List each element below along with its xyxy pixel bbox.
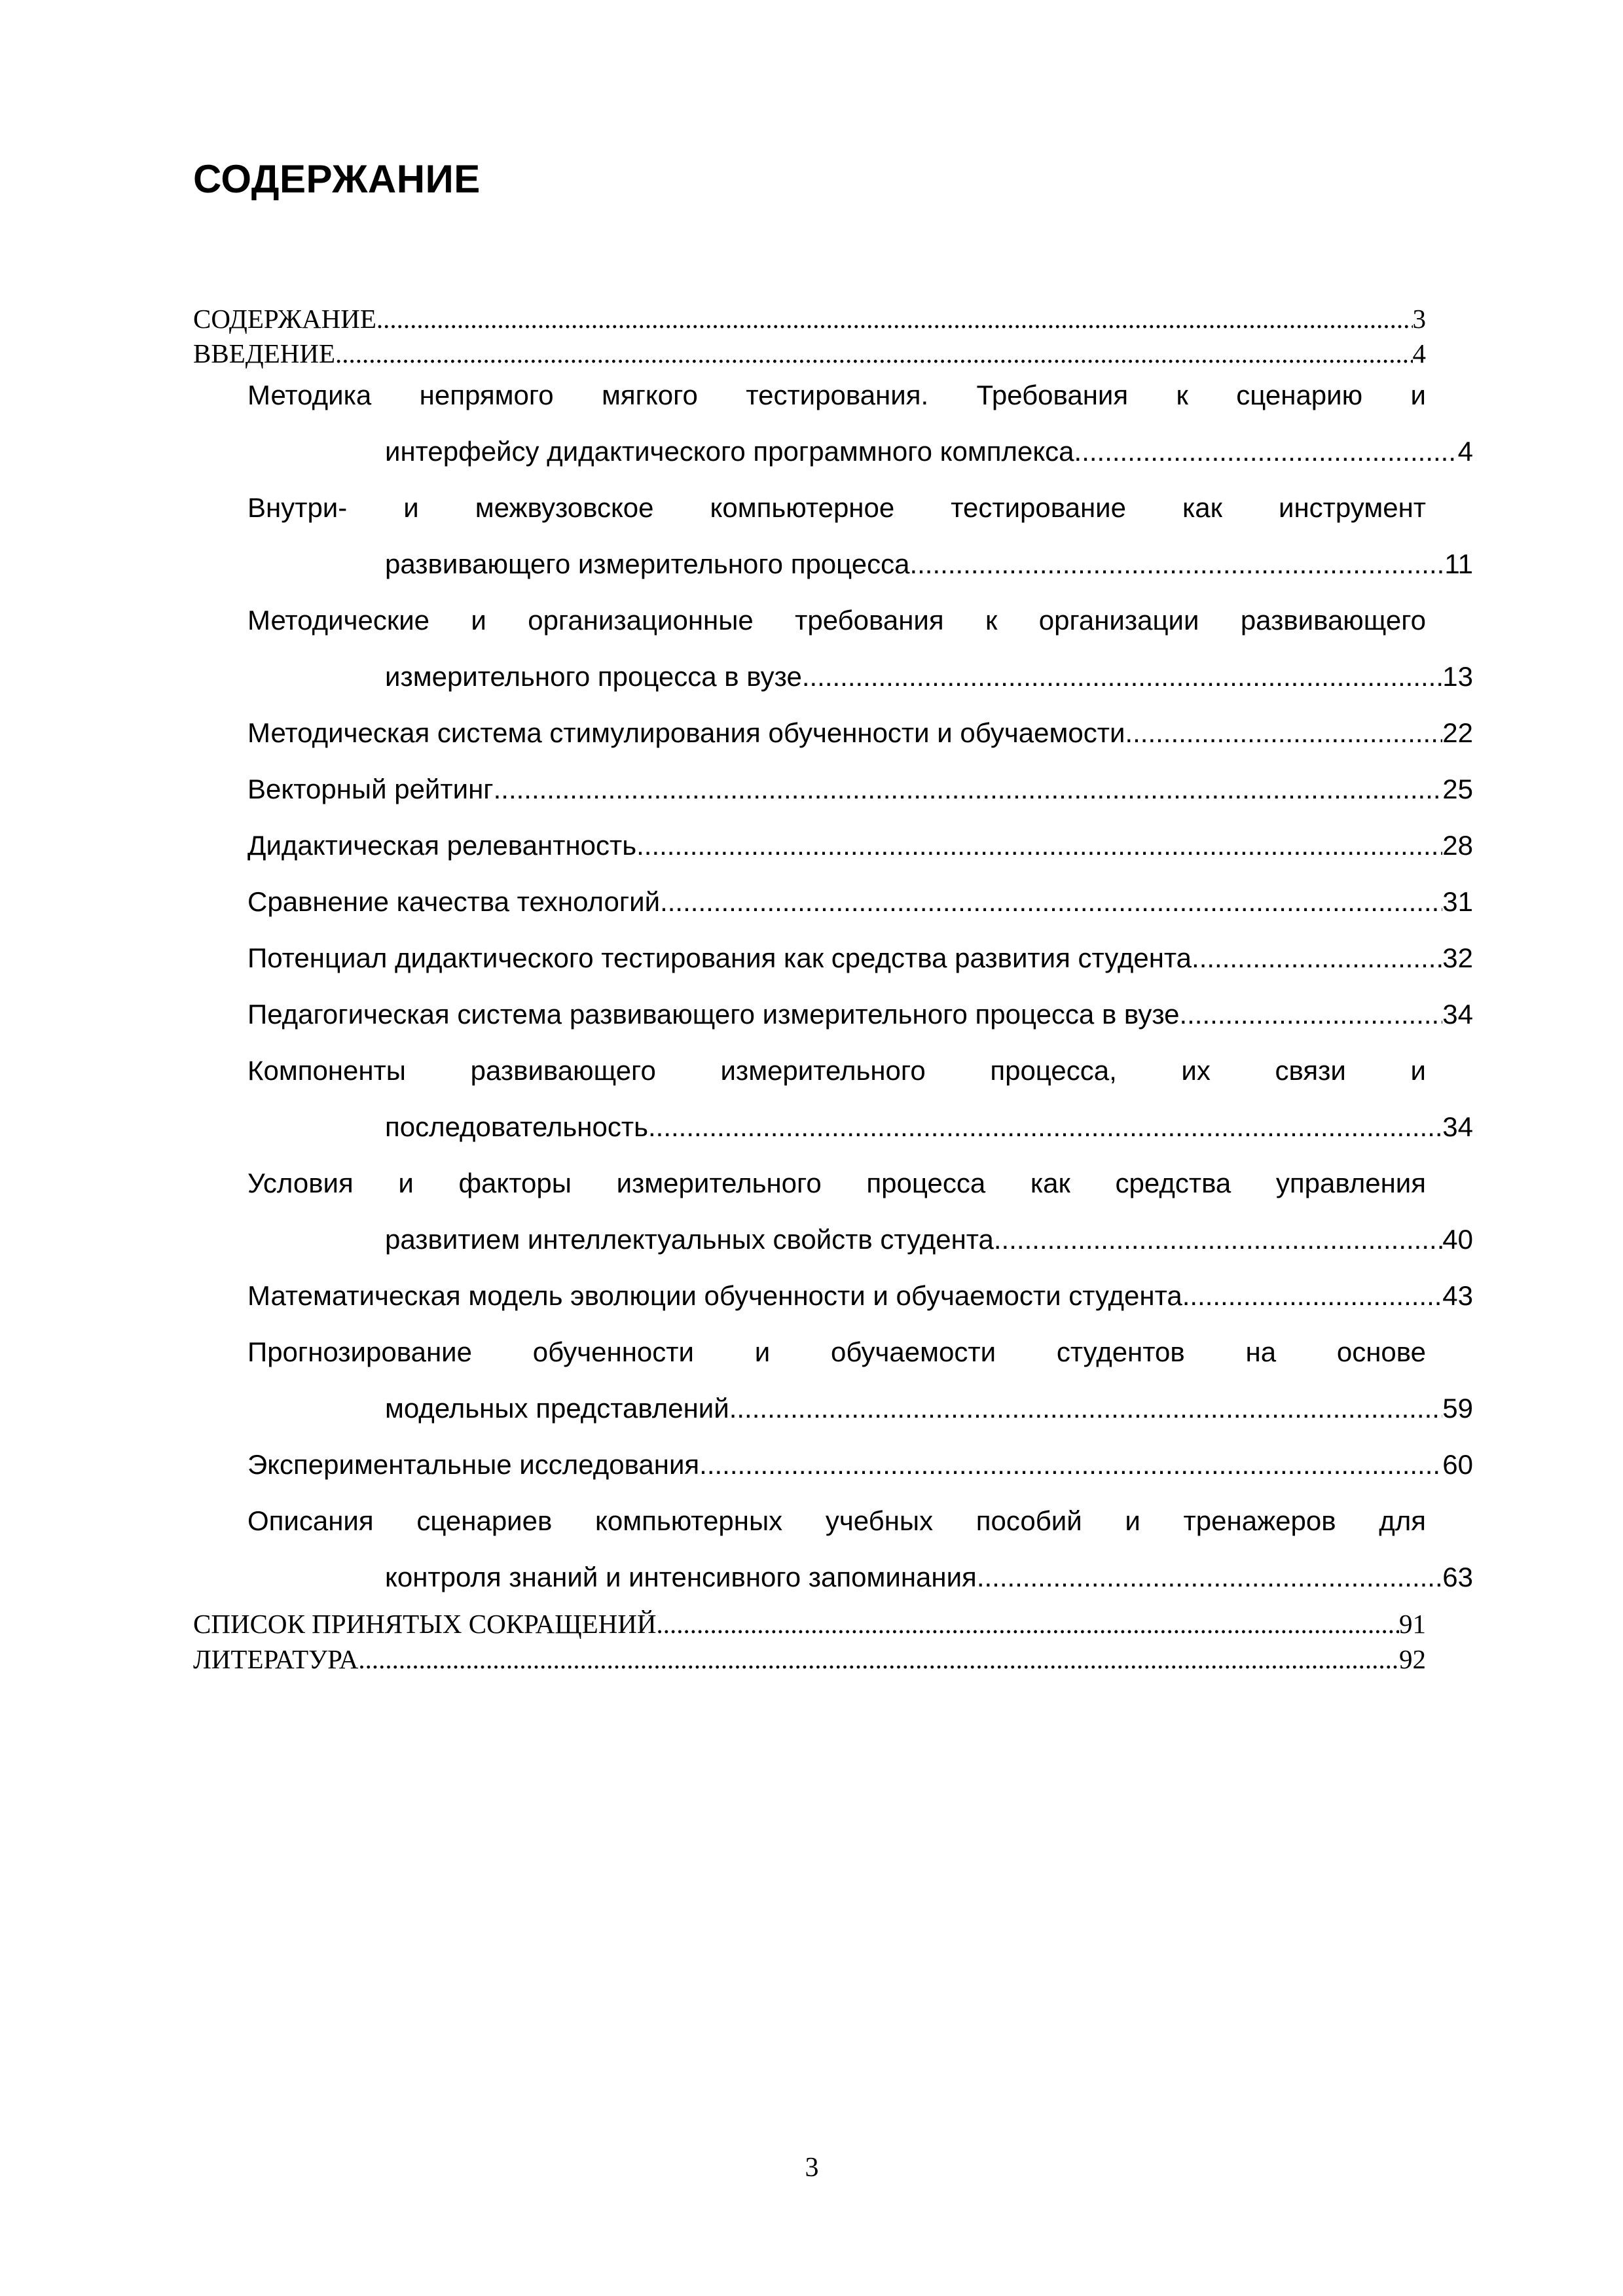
toc-entry-title-line2: развитием интеллектуальных свойств студента [385, 1224, 994, 1255]
dot-leader [802, 657, 1442, 696]
toc-entry-title-line1: Описания сценариев компьютерных учебных пособий и тренажеров для [247, 1505, 1426, 1536]
toc-entry-contents[interactable] [193, 302, 1426, 335]
toc-entry-title-line1: Методические и организационные требования к организации развивающего [247, 605, 1426, 636]
toc-entry-title: Дидактическая релевантность [247, 830, 637, 861]
toc-entry-title: ЛИТЕРАТУРА [193, 1644, 359, 1674]
page-number: 3 [805, 2153, 819, 2183]
toc-entry-line2 [385, 1220, 1473, 1259]
page-title: СОДЕРЖАНИЕ [193, 157, 481, 201]
toc-page-number: 60 [1442, 1449, 1473, 1480]
toc-page-number: 59 [1442, 1393, 1473, 1424]
toc-entry-title-line1: Компоненты развивающего измерительного процесса, их связи и [247, 1055, 1426, 1086]
dot-leader [358, 1643, 1399, 1676]
toc-page-number: 4 [1457, 436, 1473, 467]
toc-page-number: 91 [1399, 1609, 1426, 1639]
toc-entry-title-line1: Условия и факторы измерительного процесса как средства управления [247, 1168, 1426, 1198]
toc-entry-title-line2: модельных представлений [385, 1393, 729, 1424]
toc-page-number: 11 [1444, 548, 1473, 579]
toc-entry-title-line2: интерфейсу дидактического программного комплекса [385, 436, 1074, 467]
toc-entry-title: Педагогическая система развивающего измерительного процесса в вузе [247, 999, 1180, 1030]
dot-leader [636, 826, 1442, 865]
toc-entry[interactable] [247, 713, 1473, 753]
toc-page-number: 43 [1442, 1280, 1473, 1311]
toc-entry-title-line2: измерительного процесса в вузе [385, 661, 802, 692]
dot-leader [1074, 432, 1458, 471]
dot-leader [729, 1389, 1443, 1428]
toc-entry-line2 [385, 1389, 1473, 1428]
toc-entry-title: Сравнение качества технологий [247, 886, 661, 917]
toc-entry-abbreviations[interactable] [193, 1607, 1426, 1640]
toc-entry-title: Методическая система стимулирования обученности и обучаемости [247, 717, 1125, 748]
toc-entry-title: Экспериментальные исследования [247, 1449, 700, 1480]
toc-entry-line2 [385, 1107, 1473, 1147]
toc-entry[interactable] [247, 939, 1473, 978]
toc-entry[interactable] [247, 1445, 1473, 1484]
dot-leader [335, 337, 1412, 370]
toc-page-number: 28 [1442, 830, 1473, 861]
toc-page-number: 22 [1442, 717, 1473, 748]
toc-page-number: 4 [1412, 338, 1426, 368]
toc-entry-line2 [385, 432, 1473, 471]
toc-entry-title: СПИСОК ПРИНЯТЫХ СОКРАЩЕНИЙ [193, 1609, 657, 1639]
toc-entry[interactable] [247, 995, 1473, 1034]
dot-leader [494, 770, 1443, 809]
toc-entry-title: Потенциал дидактического тестирования как средства развития студента [247, 942, 1192, 973]
dot-leader [660, 882, 1442, 922]
toc-entry-title-line1: Методика непрямого мягкого тестирования. Требования к сценарию и [247, 380, 1426, 410]
toc-page-number: 34 [1442, 999, 1473, 1030]
toc-entry-title: Векторный рейтинг [247, 774, 494, 804]
dot-leader [1182, 1276, 1443, 1316]
toc-entry-title-line2: контроля знаний и интенсивного запоминания [385, 1562, 977, 1592]
toc-entry-title: Математическая модель эволюции обученности и обучаемости студента [247, 1280, 1182, 1311]
dot-leader [909, 545, 1444, 584]
dot-leader [994, 1220, 1442, 1259]
toc-entry[interactable] [247, 882, 1473, 922]
toc-entry[interactable] [247, 1276, 1473, 1316]
toc-entry-line2 [385, 1558, 1473, 1597]
dot-leader [699, 1445, 1442, 1484]
toc-entry-line2 [385, 657, 1473, 696]
toc-entry-title-line2: последовательность [385, 1111, 648, 1142]
dot-leader [1192, 939, 1442, 978]
dot-leader [977, 1558, 1442, 1597]
toc-entry-introduction[interactable] [193, 337, 1426, 370]
dot-leader [1125, 713, 1442, 753]
toc-entry-literature[interactable] [193, 1643, 1426, 1676]
toc-entry-title: СОДЕРЖАНИЕ [193, 304, 376, 334]
toc-entry-line2 [385, 545, 1473, 584]
toc-page-number: 40 [1442, 1224, 1473, 1255]
toc-page-number: 25 [1442, 774, 1473, 804]
dot-leader [376, 302, 1413, 335]
toc-page-number: 32 [1442, 942, 1473, 973]
dot-leader [656, 1607, 1399, 1640]
toc-page-number: 92 [1399, 1644, 1426, 1674]
dot-leader [1179, 995, 1442, 1034]
toc-page-number: 31 [1442, 886, 1473, 917]
toc-entry-title-line1: Внутри- и межвузовское компьютерное тестирование как инструмент [247, 492, 1426, 523]
toc-entry[interactable] [247, 770, 1473, 809]
toc-page-number: 13 [1442, 661, 1473, 692]
dot-leader [648, 1107, 1442, 1147]
toc-entry-title-line2: развивающего измерительного процесса [385, 548, 910, 579]
toc-entry[interactable] [247, 826, 1473, 865]
toc-page-number: 3 [1412, 304, 1426, 334]
toc-page-number: 34 [1442, 1111, 1473, 1142]
toc-entry-title-line1: Прогнозирование обученности и обучаемости студентов на основе [247, 1336, 1426, 1367]
toc-page-number: 63 [1442, 1562, 1473, 1592]
toc-entry-title: ВВЕДЕНИЕ [193, 338, 336, 368]
